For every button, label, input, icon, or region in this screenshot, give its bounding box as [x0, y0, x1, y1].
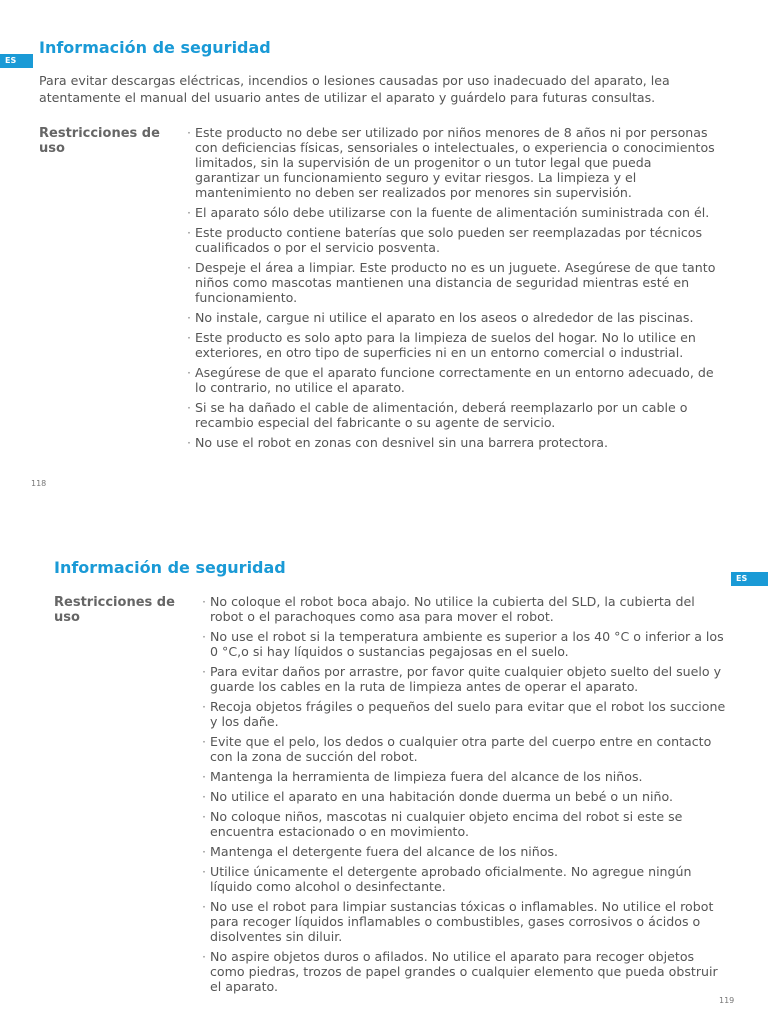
- list-item: [202, 769, 732, 784]
- manual-page-119: [0, 512, 768, 1024]
- list-item: [202, 629, 732, 659]
- list-item: [187, 225, 717, 255]
- bullet-icon: ·: [202, 769, 207, 784]
- list-item: [187, 125, 717, 200]
- list-item: [202, 664, 732, 694]
- list-item-text: Este producto es solo apto para la limpieza de suelos del hogar. No lo utilice en exteriores, en otro tipo de superficies ni en un entorno comercial o industrial.: [195, 330, 696, 360]
- list-item-text: No coloque el robot boca abajo. No utilice la cubierta del SLD, la cubierta del robot o el parachoques como asa para mover el robot.: [210, 594, 695, 624]
- bullet-icon: ·: [187, 225, 192, 240]
- list-item-text: No use el robot si la temperatura ambiente es superior a los 40 °C o inferior a los 0 °C,o si hay líquidos o sustancias pegajosas en el suelo.: [210, 629, 724, 659]
- bullet-icon: ·: [202, 594, 207, 609]
- list-item: [202, 844, 732, 859]
- list-item: [202, 594, 732, 624]
- restrictions-label: Restricciones de uso: [54, 595, 175, 625]
- bullet-icon: ·: [202, 664, 207, 679]
- bullet-icon: ·: [202, 809, 207, 824]
- list-item-text: Despeje el área a limpiar. Este producto no es un juguete. Asegúrese de que tanto niños como mascotas mantienen una distancia de seguridad mientras esté en funcionamiento.: [195, 260, 716, 305]
- bullet-icon: ·: [187, 205, 192, 220]
- language-tab: ES: [0, 54, 33, 68]
- list-item-text: Evite que el pelo, los dedos o cualquier otra parte del cuerpo entre en contacto con la zona de succión del robot.: [210, 734, 712, 764]
- bullet-icon: ·: [202, 864, 207, 879]
- list-item-text: No use el robot para limpiar sustancias tóxicas o inflamables. No utilice el robot para recoger líquidos inflamables o combustibles, gases corrosivos o ácidos o disolventes sin diluir.: [210, 899, 714, 944]
- list-item: [187, 365, 717, 395]
- list-item-text: Este producto contiene baterías que solo pueden ser reemplazadas por técnicos cualificados o por el servicio posventa.: [195, 225, 703, 255]
- list-item-text: No use el robot en zonas con desnivel sin una barrera protectora.: [195, 435, 609, 450]
- list-item-text: Recoja objetos frágiles o pequeños del suelo para evitar que el robot los succione y los dañe.: [210, 699, 726, 729]
- list-item: [202, 699, 732, 729]
- list-item: [202, 864, 732, 894]
- intro-paragraph: Para evitar descargas eléctricas, incendios o lesiones causadas por uso inadecuado del aparato, lea atentamente el manual del usuario antes de utilizar el aparato y guárdelo para futuras consultas.: [39, 73, 670, 105]
- bullet-icon: ·: [202, 734, 207, 749]
- bullet-icon: ·: [202, 629, 207, 644]
- list-item: [202, 949, 732, 994]
- list-item-text: Asegúrese de que el aparato funcione correctamente en un entorno adecuado, de lo contrario, no utilice el aparato.: [195, 365, 714, 395]
- list-item: [187, 435, 717, 450]
- section-title: Información de seguridad: [54, 558, 286, 577]
- list-item-text: Mantenga la herramienta de limpieza fuera del alcance de los niños.: [210, 769, 643, 784]
- list-item-text: No coloque niños, mascotas ni cualquier objeto encima del robot si este se encuentra estacionado o en movimiento.: [210, 809, 683, 839]
- bullet-icon: ·: [187, 400, 192, 415]
- list-item: [202, 734, 732, 764]
- bullet-icon: ·: [202, 844, 207, 859]
- restrictions-list: [187, 125, 717, 455]
- list-item-text: No aspire objetos duros o afilados. No utilice el aparato para recoger objetos como piedras, trozos de papel grandes o cualquier elemento que pueda obstruir el aparato.: [210, 949, 718, 994]
- bullet-icon: ·: [187, 435, 192, 450]
- bullet-icon: ·: [187, 330, 192, 345]
- bullet-icon: ·: [202, 899, 207, 914]
- list-item-text: Si se ha dañado el cable de alimentación, deberá reemplazarlo por un cable o recambio especial del fabricante o su agente de servicio.: [195, 400, 688, 430]
- list-item: [202, 789, 732, 804]
- list-item-text: No utilice el aparato en una habitación donde duerma un bebé o un niño.: [210, 789, 673, 804]
- list-item: [187, 310, 717, 325]
- list-item-text: Mantenga el detergente fuera del alcance de los niños.: [210, 844, 559, 859]
- bullet-icon: ·: [187, 365, 192, 380]
- bullet-icon: ·: [202, 949, 207, 964]
- page-number: 119: [719, 996, 735, 1005]
- list-item-text: Utilice únicamente el detergente aprobado oficialmente. No agregue ningún líquido como alcohol o desinfectante.: [210, 864, 692, 894]
- restrictions-list: [202, 594, 732, 999]
- bullet-icon: ·: [187, 125, 192, 140]
- list-item: [187, 205, 717, 220]
- restrictions-label: Restricciones de uso: [39, 126, 160, 156]
- list-item-text: Este producto no debe ser utilizado por niños menores de 8 años ni por personas con deficiencias físicas, sensoriales o intelectuales, o experiencia o conocimientos limitados, sin la supervisión de un progenitor o un tutor legal que pueda garantizar un funcionamiento seguro y evitar riesgos. La limpieza y el mantenimiento no deben ser realizados por menores sin supervisión.: [195, 125, 715, 200]
- bullet-icon: ·: [202, 699, 207, 714]
- language-tab: ES: [731, 572, 768, 586]
- page-number: 118: [31, 479, 47, 488]
- bullet-icon: ·: [187, 310, 192, 325]
- list-item: [202, 809, 732, 839]
- list-item-text: Para evitar daños por arrastre, por favor quite cualquier objeto suelto del suelo y guarde los cables en la ruta de limpieza antes de operar el aparato.: [210, 664, 722, 694]
- bullet-icon: ·: [202, 789, 207, 804]
- list-item: [187, 260, 717, 305]
- list-item: [202, 899, 732, 944]
- list-item: [187, 330, 717, 360]
- section-title: Información de seguridad: [39, 38, 271, 57]
- list-item-text: El aparato sólo debe utilizarse con la fuente de alimentación suministrada con él.: [195, 205, 710, 220]
- bullet-icon: ·: [187, 260, 192, 275]
- list-item: [187, 400, 717, 430]
- list-item-text: No instale, cargue ni utilice el aparato en los aseos o alrededor de las piscinas.: [195, 310, 694, 325]
